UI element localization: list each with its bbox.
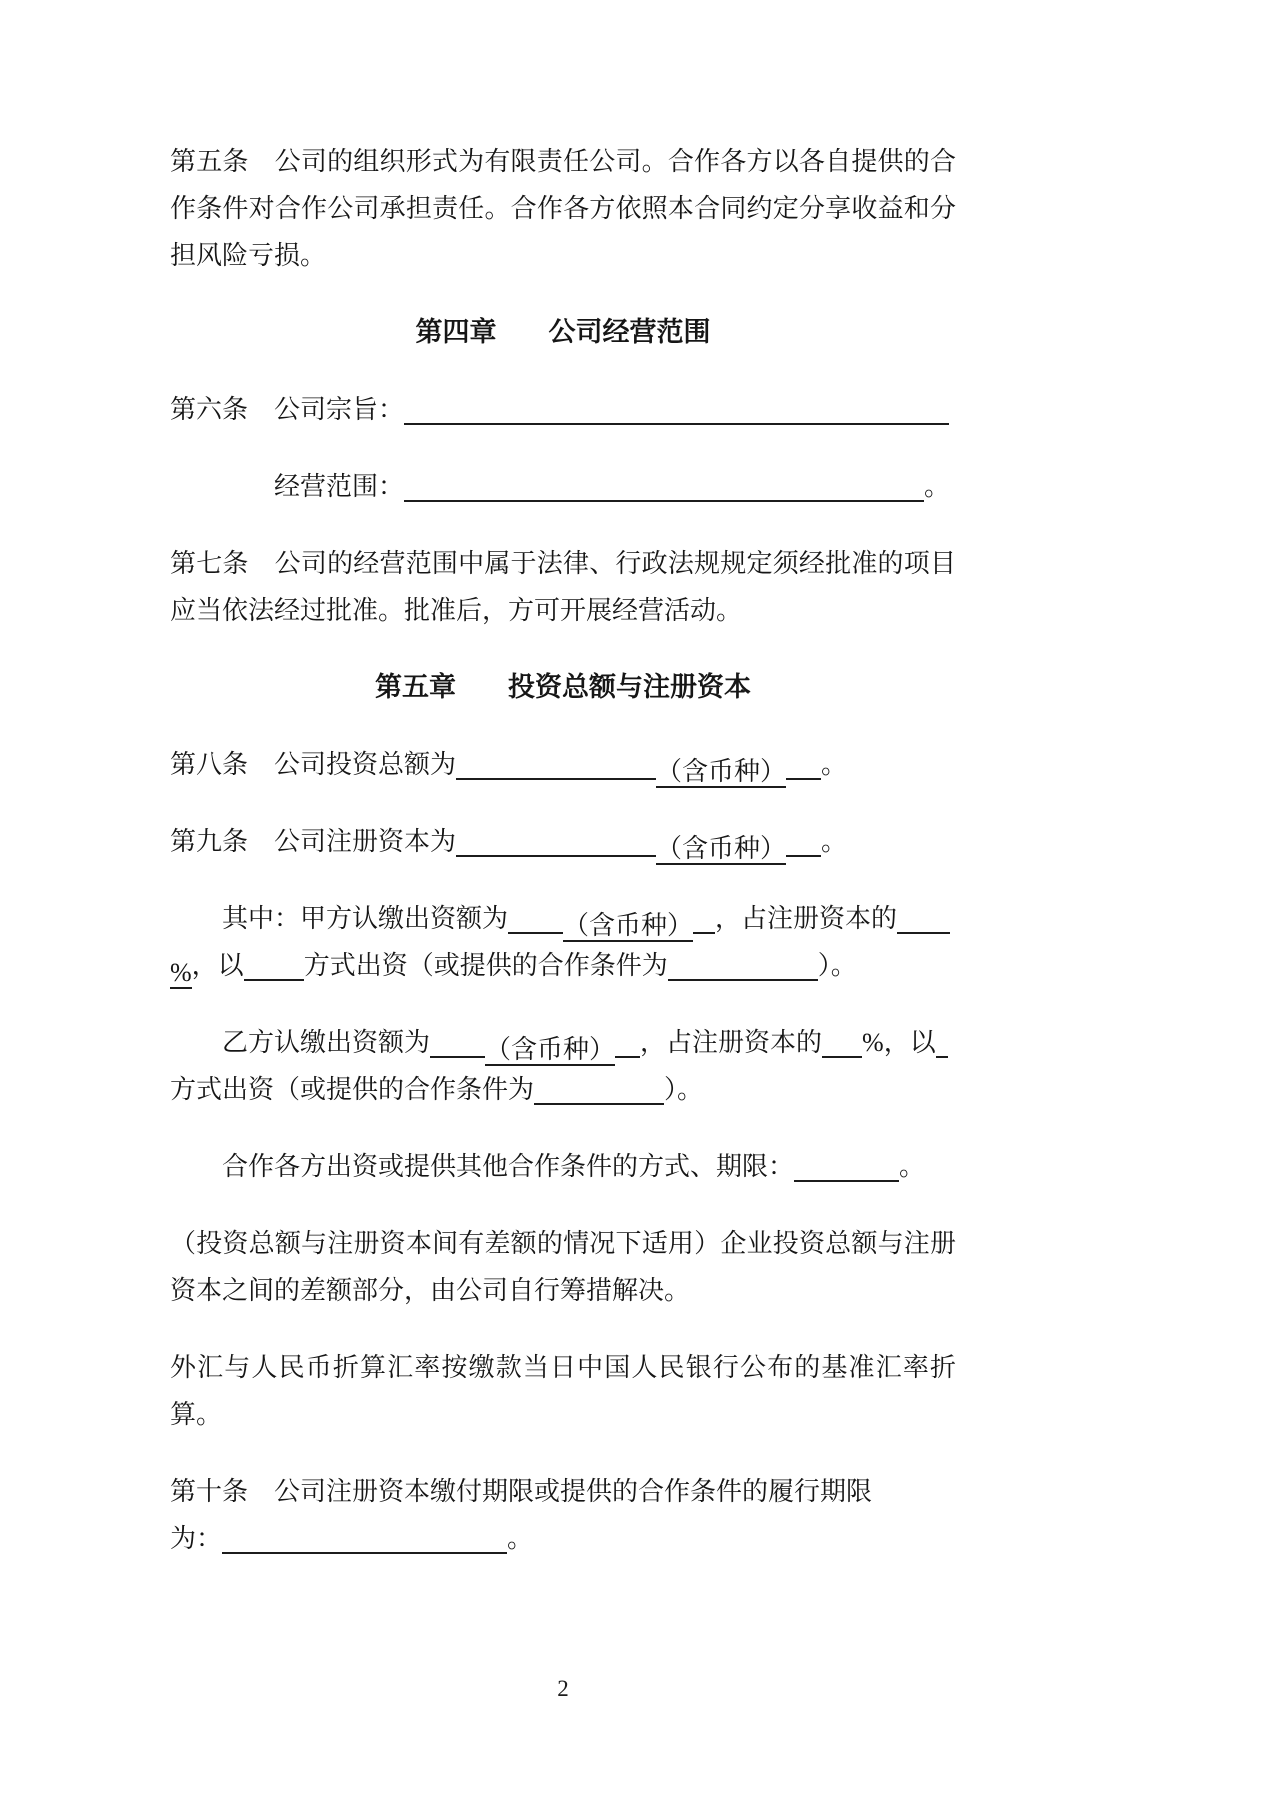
fill-in-blank xyxy=(668,949,818,981)
exchange-rate-text: 外汇与人民币折算汇率按缴款当日中国人民银行公布的基准汇率折算。 xyxy=(170,1353,956,1429)
page-number: 2 xyxy=(557,1676,569,1701)
fill-in-blank xyxy=(456,825,656,857)
party-a-text: ）。 xyxy=(817,951,857,980)
period: 。 xyxy=(899,1152,926,1181)
currency-note: （含币种） xyxy=(656,757,787,786)
article-5-text: 公司的组织形式为有限责任公司。合作各方以各自提供的合作条件对合作公司承担责任。合作各方依照本合同约定分享收益和分担风险亏损。 xyxy=(170,147,956,270)
currency-note: （含币种） xyxy=(656,834,787,863)
fill-in-blank xyxy=(244,949,304,981)
document-page xyxy=(170,138,956,1592)
party-b-text: ，占注册资本的 xyxy=(640,1028,823,1057)
article-8-paragraph xyxy=(170,741,956,788)
fill-in-blank xyxy=(404,470,924,502)
article-6-number: 第六条 xyxy=(170,395,249,424)
article-10-line-2 xyxy=(170,1515,956,1562)
article-10-text: 公司注册资本缴付期限或提供的合作条件的履行期限 xyxy=(274,1477,873,1506)
chapter-5-heading xyxy=(170,664,956,711)
article-7-paragraph xyxy=(170,540,956,634)
fill-in-blank xyxy=(786,748,821,780)
article-6-label: 公司宗旨： xyxy=(274,395,405,424)
article-9-label: 公司注册资本为 xyxy=(274,827,457,856)
party-b-contribution-paragraph xyxy=(170,1019,956,1113)
currency-note: （含币种） xyxy=(485,1035,616,1064)
chapter-5-title: 投资总额与注册资本 xyxy=(508,672,751,702)
article-7-text: 公司的经营范围中属于法律、行政法规规定须经批准的项目应当依法经过批准。批准后，方可开展经营活动。 xyxy=(170,549,956,625)
chapter-4-number: 第四章 xyxy=(415,317,497,347)
article-10-text: 为： xyxy=(170,1524,223,1553)
fill-in-blank xyxy=(430,1026,485,1058)
article-10-paragraph xyxy=(170,1468,956,1562)
party-a-text: ，占注册资本的 xyxy=(715,904,898,933)
capital-difference-paragraph xyxy=(170,1220,956,1314)
party-b-text: ，以 xyxy=(883,1028,936,1057)
party-a-text: ，以 xyxy=(191,951,244,980)
fill-in-blank xyxy=(508,902,563,934)
article-5-paragraph xyxy=(170,138,956,279)
period: 。 xyxy=(821,750,848,779)
chapter-5-number: 第五章 xyxy=(375,672,456,702)
percent-sign: % xyxy=(170,958,192,987)
business-scope-label: 经营范围： xyxy=(274,472,405,501)
party-b-line-2 xyxy=(170,1066,956,1113)
article-9-paragraph xyxy=(170,818,956,865)
party-a-line-1 xyxy=(170,895,956,942)
fill-in-blank xyxy=(456,748,656,780)
fill-in-blank xyxy=(534,1073,664,1105)
fill-in-blank xyxy=(404,393,949,425)
contribution-terms-line xyxy=(170,1143,956,1190)
fill-in-blank xyxy=(822,1026,862,1058)
period: 。 xyxy=(821,827,848,856)
fill-in-blank xyxy=(794,1150,899,1182)
article-9-line xyxy=(170,818,956,865)
fill-in-blank xyxy=(786,825,821,857)
fill-in-blank xyxy=(222,1522,507,1554)
capital-difference-text: （投资总额与注册资本间有差额的情况下适用）企业投资总额与注册资本之间的差额部分，由公司自行筹措解决。 xyxy=(170,1229,956,1305)
article-7-number: 第七条 xyxy=(170,549,249,578)
article-5-number: 第五条 xyxy=(170,147,249,176)
party-b-text: 乙方认缴出资额为 xyxy=(222,1028,431,1057)
party-a-contribution-paragraph xyxy=(170,895,956,989)
party-a-text: 其中：甲方认缴出资额为 xyxy=(222,904,509,933)
article-8-label: 公司投资总额为 xyxy=(274,750,457,779)
fill-in-blank xyxy=(693,902,715,934)
article-6-paragraph xyxy=(170,386,956,433)
chapter-4-heading xyxy=(170,309,956,356)
party-b-text: 方式出资（或提供的合作条件为 xyxy=(170,1075,535,1104)
contribution-terms-label: 合作各方出资或提供其他合作条件的方式、期限： xyxy=(222,1152,795,1181)
party-b-text: ）。 xyxy=(664,1075,704,1104)
fill-in-blank xyxy=(615,1026,640,1058)
fill-in-blank xyxy=(936,1026,948,1058)
article-6-line xyxy=(170,386,956,433)
exchange-rate-paragraph xyxy=(170,1344,956,1438)
party-a-line-2 xyxy=(170,942,956,989)
fill-in-blank xyxy=(897,902,950,934)
percent-sign: % xyxy=(862,1028,884,1057)
period: 。 xyxy=(507,1524,534,1553)
party-a-text: 方式出资（或提供的合作条件为 xyxy=(303,951,668,980)
article-10-line-1 xyxy=(170,1468,956,1515)
chapter-4-title: 公司经营范围 xyxy=(548,317,711,347)
article-8-line xyxy=(170,741,956,788)
article-10-number: 第十条 xyxy=(170,1477,249,1506)
party-b-line-1 xyxy=(170,1019,956,1066)
business-scope-line xyxy=(170,463,956,510)
business-scope-paragraph xyxy=(170,463,956,510)
article-9-number: 第九条 xyxy=(170,827,249,856)
currency-note: （含币种） xyxy=(563,911,694,940)
period: 。 xyxy=(924,472,951,501)
article-8-number: 第八条 xyxy=(170,750,249,779)
contribution-terms-paragraph xyxy=(170,1143,956,1190)
